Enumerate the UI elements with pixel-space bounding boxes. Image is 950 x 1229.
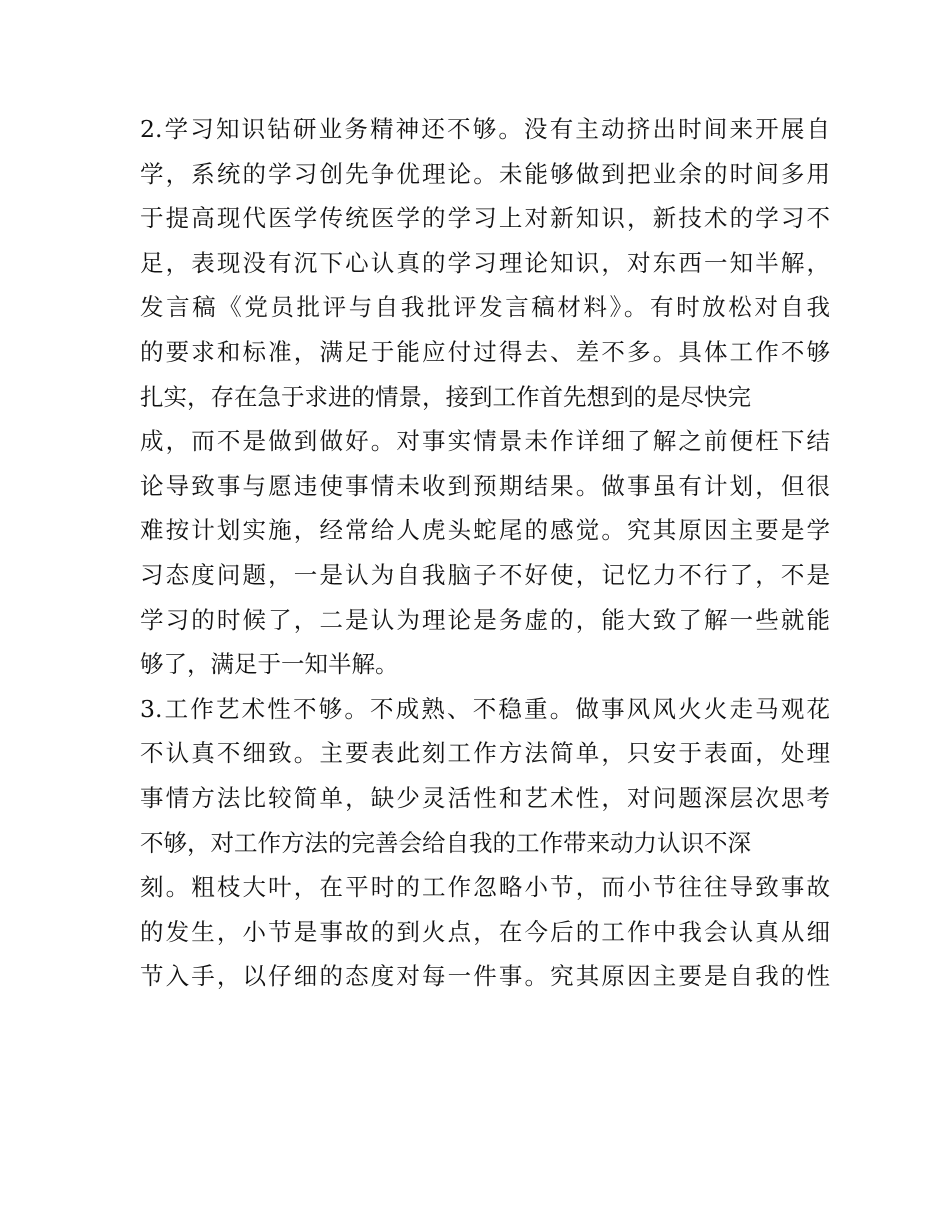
text-line: 难按计划实施，经常给人虎头蛇尾的感觉。究其原因主要是学 — [140, 516, 830, 545]
text-line: 于提高现代医学传统医学的学习上对新知识，新技术的学习不 — [140, 204, 830, 233]
text-line: 够了，满足于一知半解。 — [140, 650, 399, 679]
text-line: 的要求和标准，满足于能应付过得去、差不多。具体工作不够 — [140, 337, 830, 366]
text-line: 发言稿《党员批评与自我批评发言稿材料》。有时放松对自我 — [140, 293, 830, 322]
text-line: 不够，对工作方法的完善会给自我的工作带来动力认识不深 — [140, 828, 751, 857]
text-line: 3.工作艺术性不够。不成熟、不稳重。做事风风火火走马观花 — [140, 694, 830, 723]
text-line: 2.学习知识钻研业务精神还不够。没有主动挤出时间来开展自 — [140, 115, 830, 143]
text-line: 学习的时候了，二是认为理论是务虚的，能大致了解一些就能 — [140, 605, 830, 634]
body-text — [140, 107, 830, 999]
text-line: 学，系统的学习创先争优理论。未能够做到把业余的时间多用 — [140, 159, 830, 188]
text-line: 事情方法比较简单，缺少灵活性和艺术性，对问题深层次思考 — [140, 783, 830, 812]
text-line: 足，表现没有沉下心认真的学习理论知识，对东西一知半解， — [140, 248, 830, 277]
text-line: 节入手，以仔细的态度对每一件事。究其原因主要是自我的性 — [140, 962, 830, 991]
text-line: 刻。粗枝大叶，在平时的工作忽略小节，而小节往往导致事故 — [140, 873, 830, 902]
text-line: 习态度问题，一是认为自我脑子不好使，记忆力不行了，不是 — [140, 560, 830, 589]
text-line: 论导致事与愿违使事情未收到预期结果。做事虽有计划，但很 — [140, 471, 830, 500]
text-line: 扎实，存在急于求进的情景，接到工作首先想到的是尽快完 — [140, 382, 751, 411]
text-line: 成，而不是做到做好。对事实情景未作详细了解之前便枉下结 — [140, 427, 830, 456]
text-line: 的发生，小节是事故的到火点，在今后的工作中我会认真从细 — [140, 917, 830, 946]
text-line: 不认真不细致。主要表此刻工作方法简单，只安于表面，处理 — [140, 739, 830, 768]
